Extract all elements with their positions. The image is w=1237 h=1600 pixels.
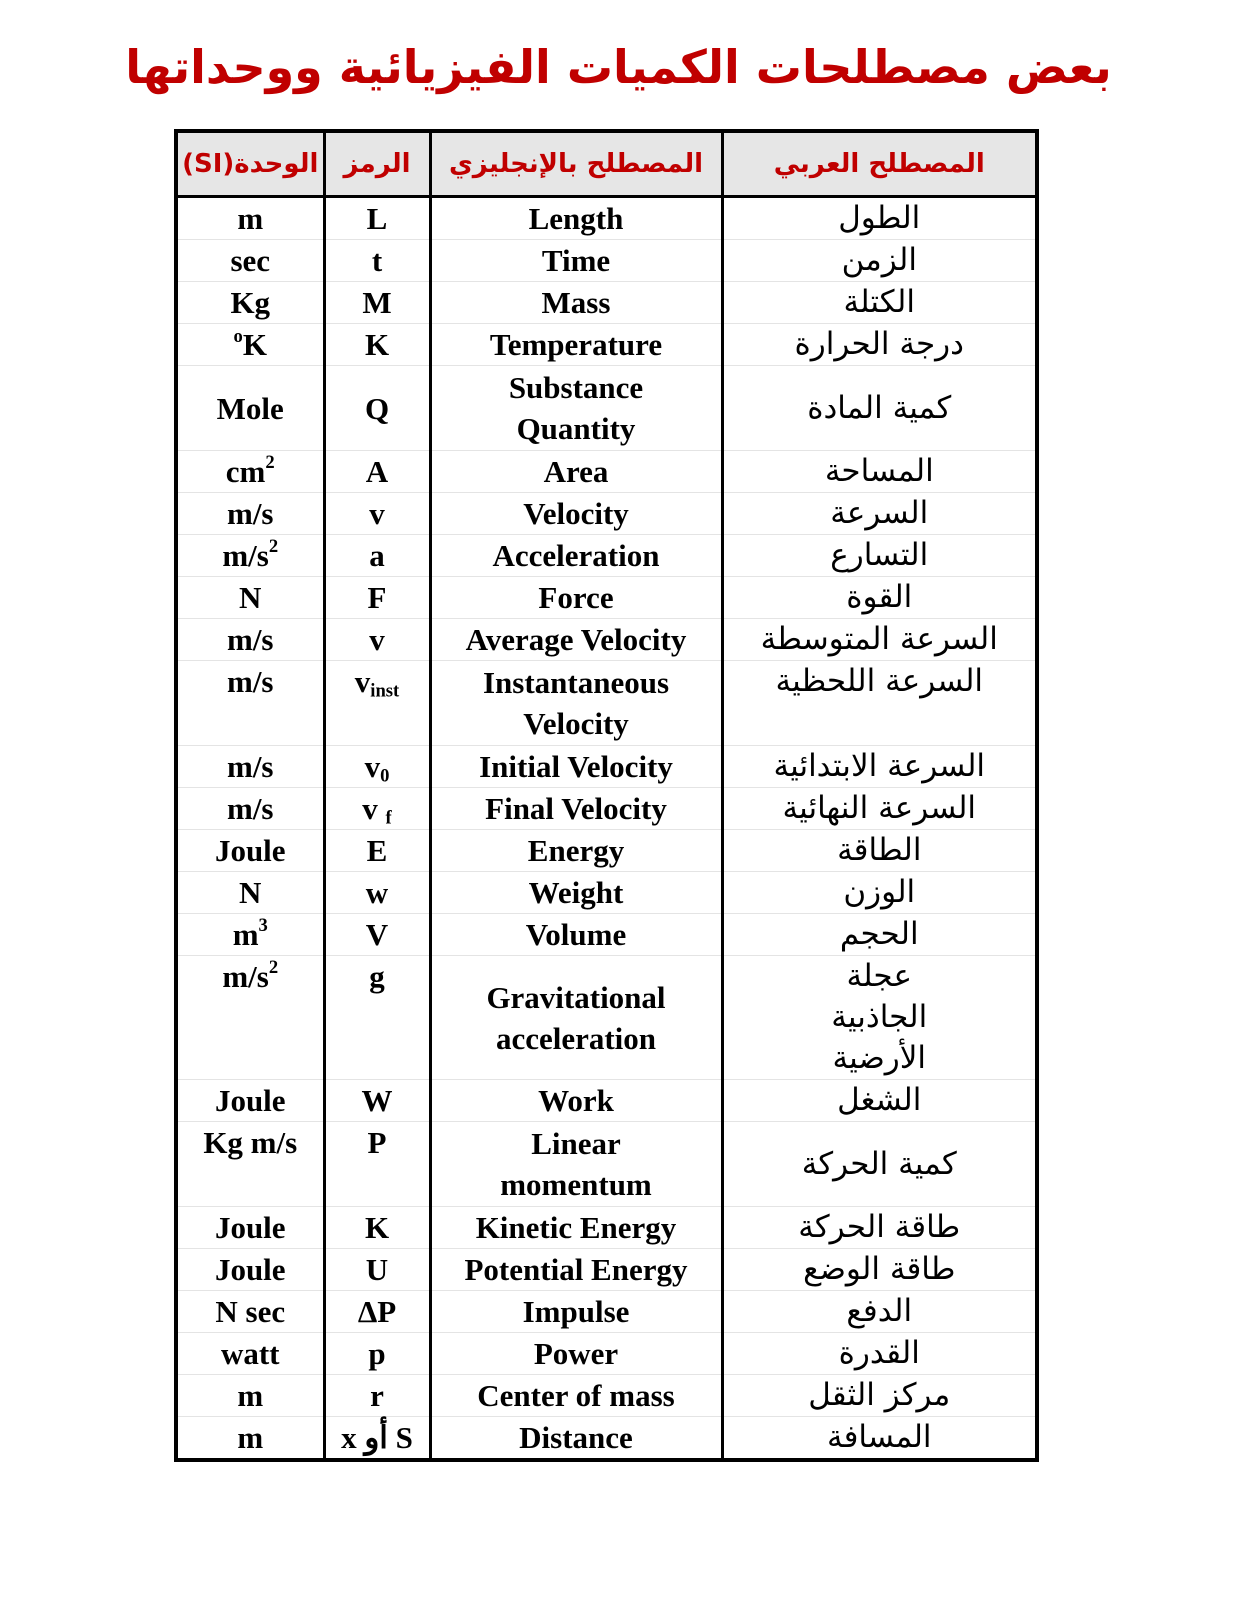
table-row — [176, 493, 1037, 535]
unit-cell: m/s — [176, 619, 324, 661]
symbol-cell: a — [324, 535, 430, 577]
arabic-term-cell: المساحة — [722, 451, 1037, 493]
table-row — [176, 914, 1037, 956]
table-row — [176, 1333, 1037, 1375]
english-term-cell: Force — [430, 577, 722, 619]
unit-cell: Joule — [176, 1207, 324, 1249]
symbol-cell: $v_0$ — [324, 746, 430, 788]
table-row — [176, 1249, 1037, 1291]
table-row — [176, 240, 1037, 282]
unit-cell: m — [176, 1417, 324, 1461]
unit-cell: m/s — [176, 661, 324, 746]
table-row — [176, 577, 1037, 619]
english-term-cell: Acceleration — [430, 535, 722, 577]
unit-cell: m/s — [176, 746, 324, 788]
arabic-term-cell: طاقة الحركة — [722, 1207, 1037, 1249]
symbol-cell: v — [324, 619, 430, 661]
arabic-term-cell: القدرة — [722, 1333, 1037, 1375]
english-term-cell: Mass — [430, 282, 722, 324]
symbol-cell: t — [324, 240, 430, 282]
unit-cell: $cm^2$ — [176, 451, 324, 493]
symbol-cell: ΔP — [324, 1291, 430, 1333]
unit-cell: $^o$K — [176, 324, 324, 366]
symbol-cell: v — [324, 493, 430, 535]
unit-cell: m — [176, 197, 324, 240]
arabic-term-cell: السرعة — [722, 493, 1037, 535]
symbol-cell: A — [324, 451, 430, 493]
symbol-cell: v $_f$ — [324, 788, 430, 830]
table-row — [176, 872, 1037, 914]
unit-cell: Mole — [176, 366, 324, 451]
arabic-term-cell: السرعة اللحظية — [722, 661, 1037, 746]
english-term-cell: Instantaneous Velocity — [430, 661, 722, 746]
english-term-cell: Time — [430, 240, 722, 282]
unit-cell: $m/s^2$ — [176, 956, 324, 1080]
arabic-term-cell: كمية المادة — [722, 366, 1037, 451]
arabic-term-cell: الزمن — [722, 240, 1037, 282]
table-row — [176, 197, 1037, 240]
table-row — [176, 324, 1037, 366]
arabic-term-cell: الطاقة — [722, 830, 1037, 872]
table-row — [176, 619, 1037, 661]
symbol-cell: $v_{inst}$ — [324, 661, 430, 746]
table-row — [176, 746, 1037, 788]
header-english-term: المصطلح بالإنجليزي — [430, 131, 722, 197]
arabic-term-cell: السرعة المتوسطة — [722, 619, 1037, 661]
table-row — [176, 1417, 1037, 1461]
symbol-cell: W — [324, 1080, 430, 1122]
arabic-term-cell: السرعة الابتدائية — [722, 746, 1037, 788]
english-term-cell: Initial Velocity — [430, 746, 722, 788]
symbol-cell: E — [324, 830, 430, 872]
english-term-cell: Velocity — [430, 493, 722, 535]
english-term-cell: Impulse — [430, 1291, 722, 1333]
english-term-cell: Kinetic Energy — [430, 1207, 722, 1249]
symbol-cell: w — [324, 872, 430, 914]
table-row — [176, 1375, 1037, 1417]
table-row — [176, 282, 1037, 324]
unit-cell: m/s — [176, 788, 324, 830]
arabic-term-cell: الكتلة — [722, 282, 1037, 324]
arabic-term-cell: القوة — [722, 577, 1037, 619]
symbol-cell: K — [324, 324, 430, 366]
symbol-cell: M — [324, 282, 430, 324]
symbol-cell: g — [324, 956, 430, 1080]
unit-cell: m — [176, 1375, 324, 1417]
english-term-cell: Length — [430, 197, 722, 240]
unit-cell: N — [176, 872, 324, 914]
english-term-cell: Final Velocity — [430, 788, 722, 830]
symbol-cell: r — [324, 1375, 430, 1417]
table-row — [176, 661, 1037, 746]
physics-terms-table — [174, 129, 1039, 1462]
symbol-cell: S أو x — [324, 1417, 430, 1461]
english-term-cell: Temperature — [430, 324, 722, 366]
english-term-cell: Center of mass — [430, 1375, 722, 1417]
arabic-term-cell: طاقة الوضع — [722, 1249, 1037, 1291]
unit-cell: N — [176, 577, 324, 619]
arabic-term-cell: المسافة — [722, 1417, 1037, 1461]
english-term-cell: Distance — [430, 1417, 722, 1461]
arabic-term-cell: التسارع — [722, 535, 1037, 577]
table-row — [176, 830, 1037, 872]
english-term-cell: Gravitational acceleration — [430, 956, 722, 1080]
english-term-cell: Energy — [430, 830, 722, 872]
unit-cell: watt — [176, 1333, 324, 1375]
english-term-cell: Area — [430, 451, 722, 493]
unit-cell: Kg — [176, 282, 324, 324]
arabic-term-cell: الحجم — [722, 914, 1037, 956]
table-row — [176, 451, 1037, 493]
symbol-cell: K — [324, 1207, 430, 1249]
symbol-cell: Q — [324, 366, 430, 451]
table-row — [176, 1291, 1037, 1333]
unit-cell: Joule — [176, 1249, 324, 1291]
unit-cell: N sec — [176, 1291, 324, 1333]
symbol-cell: p — [324, 1333, 430, 1375]
arabic-term-cell: مركز الثقل — [722, 1375, 1037, 1417]
english-term-cell: Average Velocity — [430, 619, 722, 661]
table-row — [176, 535, 1037, 577]
unit-cell: $m/s^2$ — [176, 535, 324, 577]
unit-cell: Joule — [176, 830, 324, 872]
unit-cell: sec — [176, 240, 324, 282]
table-header-row — [176, 131, 1037, 197]
header-symbol: الرمز — [324, 131, 430, 197]
page-title: بعض مصطلحات الكميات الفيزيائية ووحداتها — [125, 40, 1112, 94]
arabic-term-cell: الوزن — [722, 872, 1037, 914]
unit-cell: Kg m/s — [176, 1122, 324, 1207]
unit-cell: $m^3$ — [176, 914, 324, 956]
english-term-cell: Power — [430, 1333, 722, 1375]
english-term-cell: Substance Quantity — [430, 366, 722, 451]
unit-cell: Joule — [176, 1080, 324, 1122]
arabic-term-cell: الدفع — [722, 1291, 1037, 1333]
unit-cell: m/s — [176, 493, 324, 535]
table-row — [176, 1122, 1037, 1207]
header-unit: الوحدة(SI) — [176, 131, 324, 197]
symbol-cell: U — [324, 1249, 430, 1291]
english-term-cell: Work — [430, 1080, 722, 1122]
table-row — [176, 1080, 1037, 1122]
table-row — [176, 366, 1037, 451]
table-row — [176, 956, 1037, 1080]
arabic-term-cell: السرعة النهائية — [722, 788, 1037, 830]
table-row — [176, 788, 1037, 830]
english-term-cell: Weight — [430, 872, 722, 914]
arabic-term-cell: عجلة الجاذبية الأرضية — [722, 956, 1037, 1080]
symbol-cell: F — [324, 577, 430, 619]
english-term-cell: Volume — [430, 914, 722, 956]
symbol-cell: V — [324, 914, 430, 956]
arabic-term-cell: الشغل — [722, 1080, 1037, 1122]
table-row — [176, 1207, 1037, 1249]
english-term-cell: Linear momentum — [430, 1122, 722, 1207]
english-term-cell: Potential Energy — [430, 1249, 722, 1291]
symbol-cell: L — [324, 197, 430, 240]
arabic-term-cell: الطول — [722, 197, 1037, 240]
header-arabic-term: المصطلح العربي — [722, 131, 1037, 197]
symbol-cell: P — [324, 1122, 430, 1207]
arabic-term-cell: كمية الحركة — [722, 1122, 1037, 1207]
arabic-term-cell: درجة الحرارة — [722, 324, 1037, 366]
